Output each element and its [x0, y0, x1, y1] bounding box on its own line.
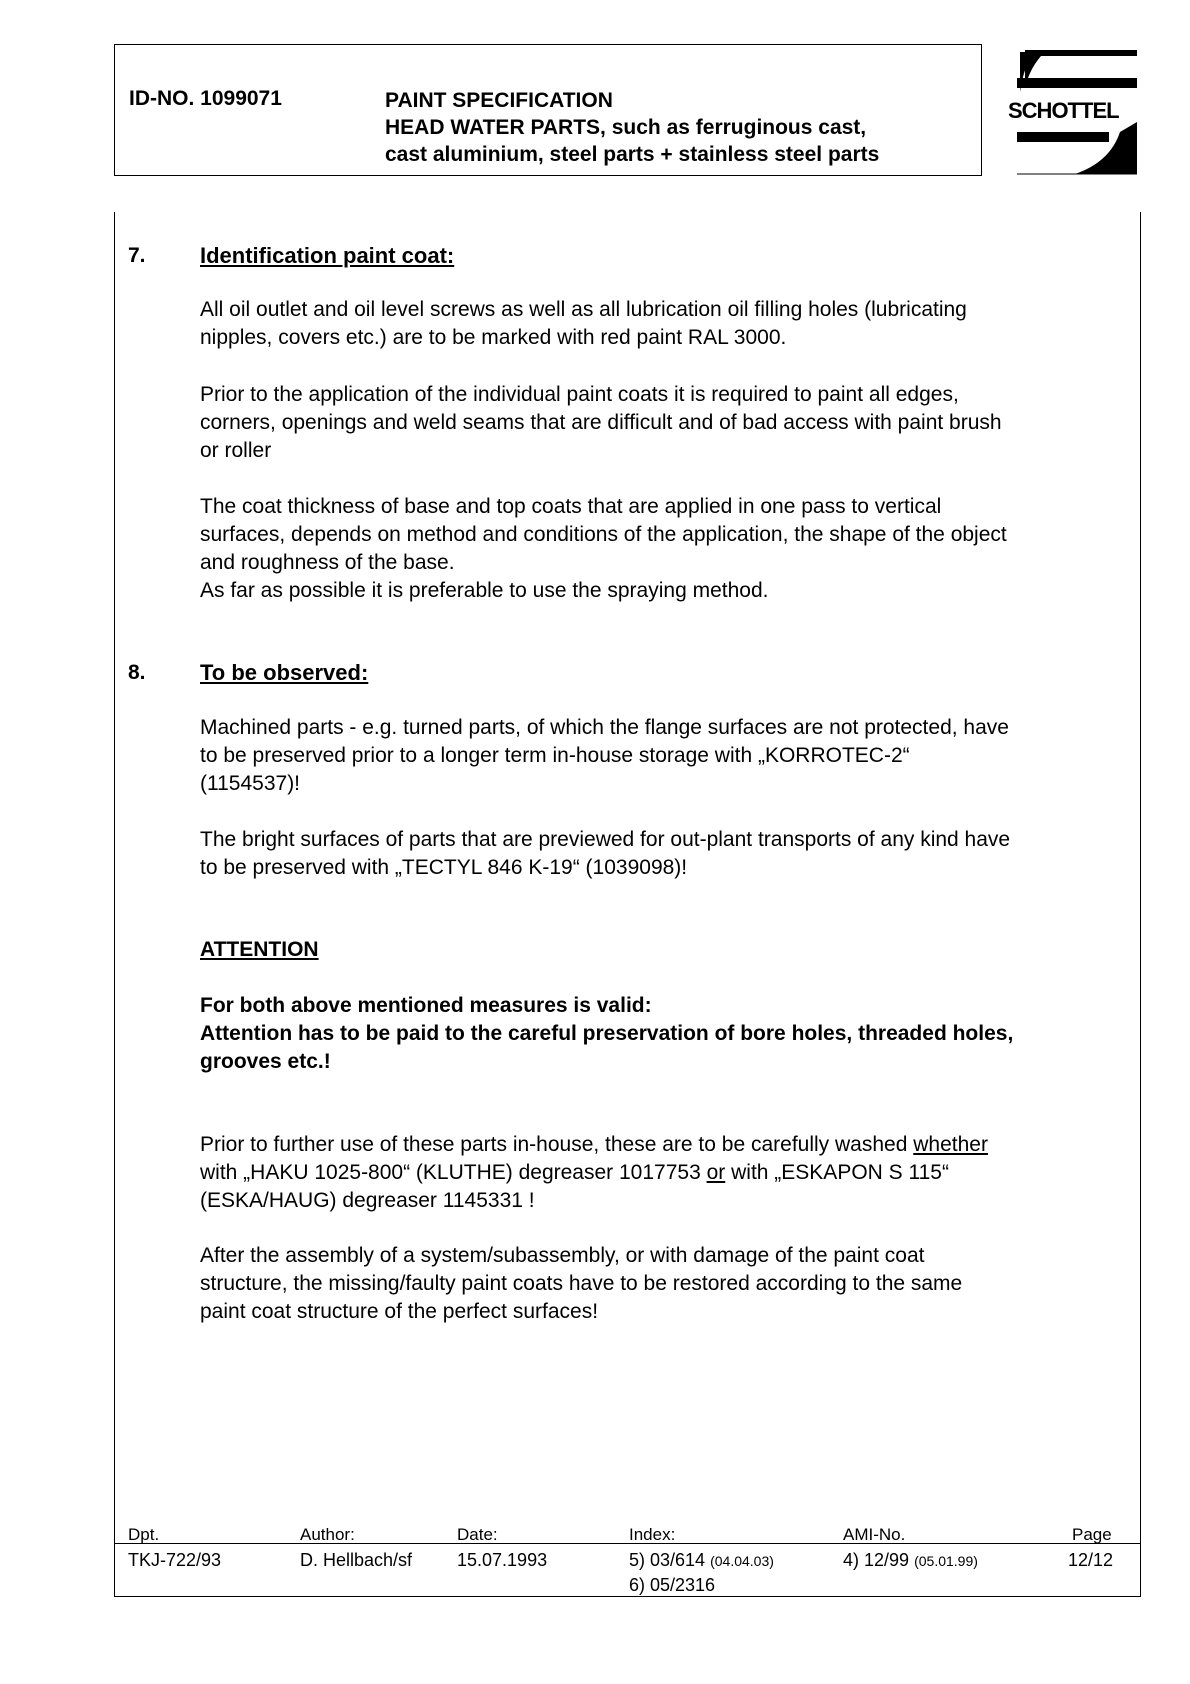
attention-label: ATTENTION [200, 938, 319, 961]
text-line: (1154537)! [200, 772, 301, 795]
text-line: Machined parts - e.g. turned parts, of which the flange surfaces are not protected, have [200, 716, 1009, 739]
underlined-word: or [706, 1161, 726, 1184]
text-line: structure, the missing/faulty paint coats have to be restored according to the same [200, 1272, 963, 1295]
text-span: with „HAKU 1025-800“ (KLUTHE) degreaser 1017753 [200, 1161, 707, 1184]
index-date: (04.04.03) [710, 1553, 774, 1569]
schottel-logo [1005, 44, 1140, 177]
footer-date: 15.07.1993 [457, 1550, 548, 1570]
text-line: For both above mentioned measures is valid: [200, 994, 652, 1017]
text-line: Prior to the application of the individual paint coats it is required to paint all edges, [200, 383, 959, 406]
text-line [200, 1131, 1140, 1159]
index-entry [629, 1548, 774, 1573]
footer-divider [114, 1543, 1141, 1544]
footer-label-dpt: Dpt. [128, 1525, 160, 1544]
text-line: to be preserved prior to a longer term in-house storage with „KORROTEC-2“ [200, 744, 910, 767]
attention-text [200, 992, 1140, 1076]
section-8-paragraph-2 [200, 826, 1140, 882]
title-line: cast aluminium, steel parts + stainless steel parts [385, 143, 880, 166]
section-8-title: To be observed: [200, 660, 369, 685]
text-line: and roughness of the base. [200, 551, 455, 574]
index-number: 5) 03/614 [629, 1550, 706, 1570]
section-8-paragraph-3 [200, 1131, 1140, 1215]
text-line: As far as possible it is preferable to use the spraying method. [200, 579, 769, 602]
footer-label-date: Date: [457, 1525, 498, 1544]
text-line: (ESKA/HAUG) degreaser 1145331 ! [200, 1189, 535, 1212]
footer-label-index: Index: [629, 1525, 676, 1544]
text-line: The coat thickness of base and top coats that are applied in one pass to vertical [200, 495, 942, 518]
text-line: corners, openings and weld seams that are difficult and of bad access with paint brush [200, 411, 1002, 434]
text-line: All oil outlet and oil level screws as well as all lubrication oil filling holes (lubricating [200, 298, 967, 321]
footer-label-page: Page [1072, 1525, 1112, 1544]
footer-page: 12/12 [1068, 1550, 1114, 1570]
footer-dpt: TKJ-722/93 [128, 1550, 222, 1570]
text-line: After the assembly of a system/subassembly, or with damage of the paint coat [200, 1244, 925, 1267]
title-line: HEAD WATER PARTS, such as ferruginous cast, [385, 116, 867, 139]
footer-author: D. Hellbach/sf [300, 1550, 413, 1570]
text-line: The bright surfaces of parts that are previewed for out-plant transports of any kind have [200, 828, 1011, 851]
header-box [114, 44, 982, 176]
text-span: with „ESKAPON S 115“ [725, 1161, 949, 1184]
document-title [385, 87, 879, 168]
text-line: Attention has to be paid to the careful preservation of bore holes, threaded holes, [200, 1022, 1014, 1045]
section-8-number: 8. [128, 661, 146, 684]
text-line: or roller [200, 439, 272, 462]
ami-number: 4) 12/99 [843, 1550, 910, 1570]
ami-date: (05.01.99) [914, 1553, 978, 1569]
title-line: PAINT SPECIFICATION [385, 89, 613, 112]
section-7-number: 7. [128, 244, 146, 267]
underlined-word: whether [913, 1133, 988, 1156]
section-7-paragraph-2 [200, 381, 1140, 465]
section-7-paragraph-1 [200, 296, 1140, 352]
logo-text: SCHOTTEL [1008, 98, 1119, 123]
text-line: to be preserved with „TECTYL 846 K-19“ (1039098)! [200, 856, 688, 879]
footer-ami [843, 1548, 978, 1573]
text-span: Prior to further use of these parts in-house, these are to be carefully washed [200, 1133, 914, 1156]
text-line: surfaces, depends on method and conditions of the application, the shape of the object [200, 523, 1007, 546]
section-7-title: Identification paint coat: [200, 243, 455, 268]
footer-label-ami: AMI-No. [843, 1525, 906, 1544]
text-line [200, 1159, 1140, 1187]
footer-label-author: Author: [300, 1525, 355, 1544]
text-line: nipples, covers etc.) are to be marked with red paint RAL 3000. [200, 326, 787, 349]
document-id: ID-NO. 1099071 [129, 87, 282, 110]
section-7-paragraph-3 [200, 493, 1140, 605]
index-entry: 6) 05/2316 [629, 1575, 716, 1595]
footer-index [629, 1548, 774, 1597]
section-8-paragraph-1 [200, 714, 1140, 798]
section-8-paragraph-4 [200, 1242, 1140, 1326]
text-line: paint coat structure of the perfect surfaces! [200, 1300, 599, 1323]
text-line: grooves etc.! [200, 1050, 331, 1073]
